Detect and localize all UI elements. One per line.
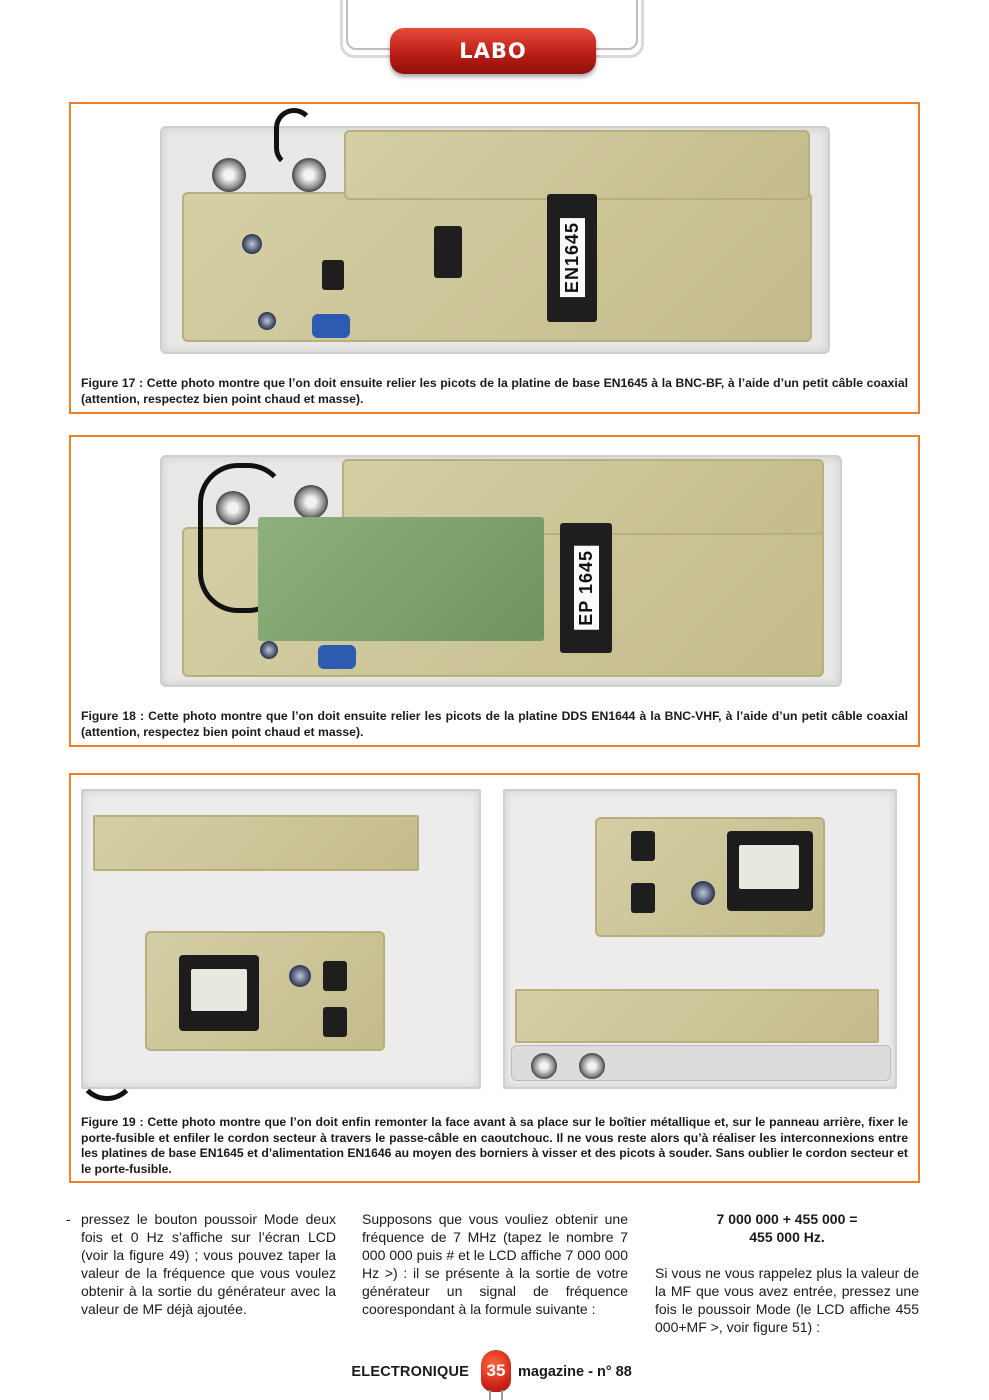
figure-17 — [69, 102, 920, 414]
regulator-1 — [631, 831, 655, 861]
formula-line-1: 7 000 000 + 455 000 = — [716, 1211, 858, 1227]
figure-19-photo-right — [503, 789, 897, 1089]
figure-17-caption: Figure 17 : Cette photo montre que l’on doit ensuite relier les picots de la platine de base EN1645 à la BNC-BF, à l’aide d’un petit câble coaxial (attention, respectez bien point chaud et masse). — [81, 376, 908, 406]
capacitor — [258, 312, 276, 330]
capacitor — [242, 234, 262, 254]
section-label: LABO — [459, 39, 527, 63]
capacitor — [260, 641, 278, 659]
figure-19-caption: Figure 19 : Cette photo montre que l’on doit enfin remonter la face avant à sa place sur le boîtier métallique et, sur le panneau arrière, fixer le porte-fusible et enfiler le cordon secteur à travers le passe-câble en caoutchouc. Il ne vous reste alors qu’à réaliser les interconnexions entre les platines de base EN1645 et d’alimentation EN1646 au moyen des borniers à visser et des picots à souder. Sans oublier le cordon secteur et le porte-fusible. — [81, 1115, 908, 1176]
mains-cord — [77, 1041, 137, 1101]
coax-cable — [274, 108, 314, 168]
trimmer-blue — [312, 314, 350, 338]
magazine-name-left: ELECTRONIQUE — [351, 1364, 469, 1380]
ic-main — [560, 523, 612, 653]
bnc-connector — [579, 1053, 605, 1079]
page-number-badge — [481, 1350, 511, 1392]
body-column-3 — [655, 1210, 919, 1336]
figure-17-pcb — [182, 192, 812, 342]
badge-leg — [489, 1390, 491, 1400]
regulator-2 — [323, 1007, 347, 1037]
transformer-label — [739, 845, 799, 889]
figure-18-photo — [160, 455, 842, 687]
ic-small-2 — [322, 260, 344, 290]
figure-17-photo — [160, 126, 830, 354]
regulator-1 — [323, 961, 347, 991]
transformer-label — [191, 969, 247, 1011]
figure-19-photo-left — [81, 789, 481, 1089]
formula — [655, 1210, 919, 1246]
ic-small-1 — [434, 226, 462, 278]
trimmer-blue — [318, 645, 356, 669]
regulator-2 — [631, 883, 655, 913]
capacitor — [289, 965, 311, 987]
page-footer — [0, 1362, 989, 1388]
figure-19 — [69, 773, 920, 1183]
ic-main — [547, 194, 597, 322]
body-paragraph-1: pressez le bouton poussoir Mode deux fois et 0 Hz s’affiche sur l’écran LCD (voir la figure 49) ; vous pouvez taper la valeur de la fréquence que vous voulez obtenir à la sortie du générateur avec la valeur de MF déjà ajoutée. — [81, 1211, 336, 1317]
transformer — [179, 955, 259, 1031]
formula-line-2: 455 000 Hz. — [749, 1229, 825, 1245]
badge-leg — [501, 1390, 503, 1400]
figure-18-chip-label: EP 1645 — [574, 546, 599, 630]
body-paragraph-2: Supposons que vous vouliez obtenir une fréquence de 7 MHz (tapez le nombre 7 000 000 puis # et le LCD affiche 7 000 000 Hz >) : il se présente à la sortie de votre générateur un signal de fréquence coorespondant à la formule suivante : — [362, 1211, 628, 1317]
bnc-bf-connector — [212, 158, 246, 192]
front-panel-board — [93, 815, 419, 871]
section-tab — [390, 28, 596, 74]
page-number: 35 — [486, 1361, 506, 1380]
capacitor — [691, 881, 715, 905]
figure-17-pcb-upper — [344, 130, 810, 200]
main-board — [515, 989, 879, 1043]
bnc-vhf-connector — [294, 485, 328, 519]
body-paragraph-3: Si vous ne vous rappelez plus la valeur de la MF que vous avez entrée, pressez une fois le poussoir Mode (le LCD affiche 455 000+MF >, voir figure 51) : — [655, 1265, 919, 1335]
body-column-1 — [66, 1210, 336, 1318]
bullet-marker: - — [66, 1211, 71, 1227]
figure-17-chip-label: EN1645 — [560, 218, 585, 297]
figure-18 — [69, 435, 920, 747]
magazine-name-right: magazine - n° 88 — [518, 1364, 632, 1380]
front-panel — [511, 1045, 891, 1081]
bnc-connector — [531, 1053, 557, 1079]
figure-18-caption: Figure 18 : Cette photo montre que l’on doit ensuite relier les picots de la platine DDS EN1644 à la BNC-VHF, à l’aide d’un petit câble coaxial (attention, respectez bien point chaud et masse). — [81, 709, 908, 739]
transformer — [727, 831, 813, 911]
body-column-2 — [362, 1210, 628, 1318]
dds-board-en1644 — [258, 517, 544, 641]
